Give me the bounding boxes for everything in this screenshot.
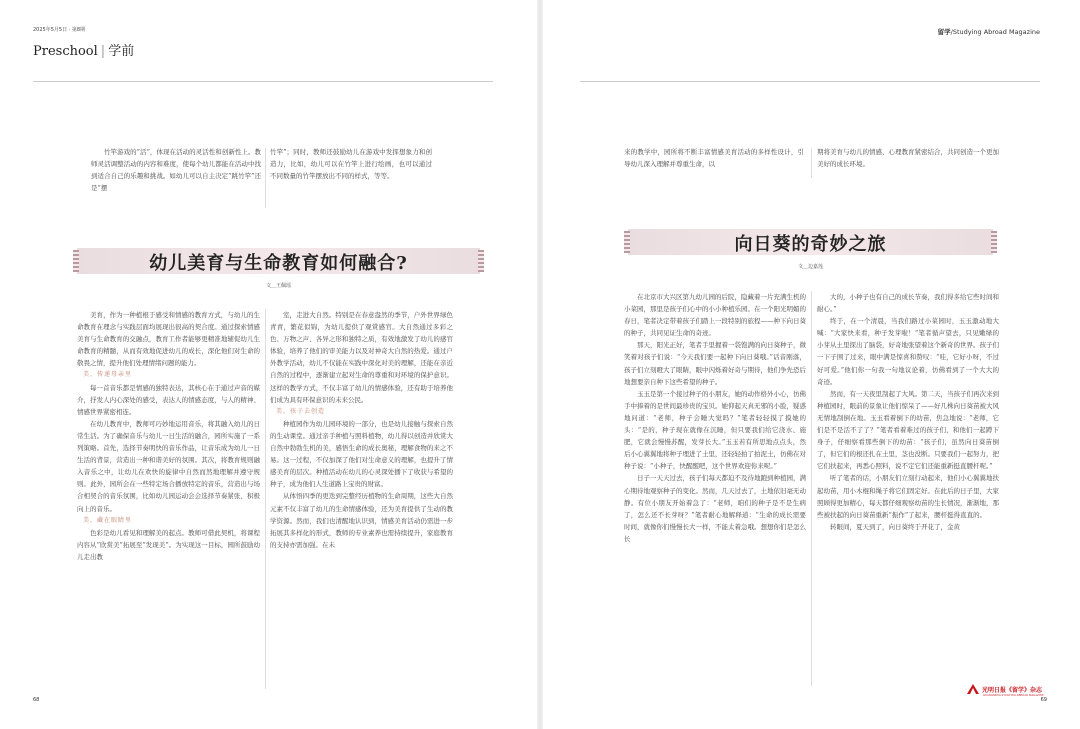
body-paragraph: 那天，阳光正好，笔者手里握着一袋饱满的向日葵种子，微笑着对孩子们说：“今天我们要一起种下向日葵哦。”话音刚落，孩子们立刻瞪大了眼睛，眼中闪烁着好奇与期待，他们争先恐后地想要亲自种下这些希望的种子。 — [624, 341, 806, 386]
body-paragraph: 然而，有一天夜里刮起了大风。第二天，当孩子们再次来到种植园时，眼前的景象让他们惊呆了——好几株向日葵苗被大风无情地刮倒在地。玉玉看着倒下的幼苗，焦急地说：“老师，它们是不是活不了了？”笔者看着难过的孩子们，和他们一起蹲下身子，仔细察看那些倒下的幼苗：“孩子们，虽然向日葵苗倒了，但它们的根还扎在土里，茎也没断。只要我们一起努力，把它们扶起来，再悉心照料，说不定它们还能重新挺直腰杆呢。” — [817, 389, 999, 471]
magazine-name: 留学/Studying Abroad Magazine — [937, 28, 1040, 36]
header-rule — [33, 81, 493, 82]
intro-column-2 — [270, 146, 432, 182]
body-column-1 — [77, 309, 260, 563]
column-divider — [265, 309, 266, 689]
body-paragraph: 从体悟四季的更迭到完整经历植物的生命周期，这些大自然元素不仅丰富了幼儿的生命情感体验，还为美育提供了生动的教学资源。然而，我们也清醒地认识到，情感美育活动仍需进一步拓展其多样化的形式，教师的专业素养也需持续提升，家庭教育的支持亦需加强。在未 — [270, 492, 453, 549]
section-subheading: 美，孩子去创造 — [276, 407, 326, 415]
body-paragraph: 转眼间，夏天到了，向日葵终于开花了，金黄 — [830, 522, 960, 531]
article-title: 幼儿美育与生命教育如何融合? — [149, 253, 408, 274]
right-page — [540, 0, 1080, 729]
logo-text: 光明日报《留学》杂志 — [981, 686, 1042, 694]
section-cn: 学前 — [108, 44, 135, 59]
body-paragraph: 色彩是幼儿看见和理解美的起点。教师可借此契机，将课程内容从“欣赏美”拓展至“发现美”。为实现这一目标，园所鼓励幼儿走出教 — [77, 528, 260, 561]
section-separator: | — [100, 44, 106, 59]
article-author: 文＿王佩瑶 — [265, 283, 291, 289]
page-number: 69 — [1040, 697, 1047, 703]
body-paragraph: 种植园作为幼儿园环境的一部分，也是幼儿接触与探索自然的生动课堂。通过亲手种植与照料植物，幼儿得以创造并欣赏大自然中勃勃生机的美，感悟生命的成长奥秘，理解食物的来之不易。这一过程，不仅加深了他们对生命意义的理解，也提升了情感美育的层次。种植活动在幼儿的心灵深处播下了收获与希望的种子，成为他们人生道路上宝贵的财富。 — [270, 419, 453, 489]
intro-paragraph: 竹竿”；同时，教师还鼓励幼儿在游戏中发挥想象力和创造力，比如，幼儿可以在竹竿上进行绘画，也可以通过不同数量的竹竿摆放出不同的样式，等等。 — [270, 148, 432, 181]
section-heading — [33, 40, 134, 59]
header-rule — [580, 81, 1040, 82]
intro-column-1 — [624, 146, 804, 170]
magazine-title: Studying Abroad Magazine — [952, 28, 1040, 36]
intro-paragraph: 竹竿游戏的“活”，体现在活动的灵活性和创新性上。教师灵活调整活动的内容和难度，使每个幼儿都能在活动中找到适合自己的乐趣和挑战。如幼儿可以自主决定“跳竹竿”还是“摆 — [91, 148, 261, 193]
body-column-1 — [624, 291, 806, 545]
article-author: 文＿边嘉莲 — [797, 264, 823, 270]
section-subheading: 美，藏在眼睛里 — [83, 516, 133, 524]
intro-column-1 — [91, 146, 261, 194]
body-paragraph: 玉玉是第一个接过种子的小朋友，她的动作格外小心，仿佛手中捧着的是世间最珍贵的宝贝。她仰起天真无邪的小脸，疑惑地问道：“老师，种子会睡大觉吗？”笔者轻轻摸了摸她的头：“是的，种子现在就像在沉睡，但只要我们给它浇水、施肥，它就会慢慢苏醒，发芽长大。”玉玉若有所思地点点头，然后小心翼翼地将种子埋进了土里，还轻轻拍了拍泥土，仿佛在对种子说：“小种子，快醒醒吧，这个世界欢迎你来呢。” — [624, 389, 806, 471]
body-paragraph: 每一首音乐都是情感的独特表达，其核心在于通过声音的媒介，抒发人内心深处的感受，表达人的情感态度，与人的精神、情感世界紧密相连。 — [77, 383, 260, 416]
magazine-prefix: 留学 — [937, 28, 951, 36]
section-en: Preschool — [33, 44, 98, 59]
body-paragraph: 美育，作为一种植根于感受和情感的教育方式，与幼儿的生命教育在理念与实践层面均展现出很高的契合度。通过探索情感美育与生命教育的交融点，教育工作者能够更精准地辅促幼儿生命教育的精髓，从而有效地促进幼儿的成长，深化他们对生命的敬畏之情，提升他们处理情绪问题的能力。 — [77, 311, 260, 368]
body-paragraph: 听了笔者的话，小朋友们立刻行动起来，他们小心翼翼地扶起幼苗，用小木棍和绳子将它们固定好。在此后的日子里，大家照顾得更加精心，每天都仔细观察幼苗的生长情况，渐渐地，那些被扶起的向日葵苗重新“振作”了起来，腰杆挺得直直的。 — [817, 474, 999, 519]
page-number: 68 — [33, 697, 40, 703]
intro-paragraph: 来的教学中，园所将不断丰富情感美育活动的多样性设计，引导幼儿深入理解并尊重生命，以 — [624, 148, 804, 169]
intro-column-2 — [817, 146, 999, 170]
body-paragraph: 终于，在一个清晨，当我们路过小菜园时，玉玉激动地大喊：“大家快来看，种子发芽啦！”笔者循声望去，只见嫩绿的小芽从土里探出了脑袋，好奇地张望着这个新奇的世界。孩子们一下子围了过来，眼中满是惊喜和赞叹：“哇，它好小呀，不过好可爱。”他们你一句我一句地议论着，仿佛看到了一个大大的奇迹。 — [817, 317, 999, 386]
section-subheading: 美，传递母亲里 — [83, 371, 133, 379]
logo-subtext: GUANGMING STUDYING ABROAD MAGAZINE — [982, 694, 1044, 697]
body-paragraph: 室，走进大自然。特别是在春意盎然的季节，户外世界绿色青青，繁花似锦，为幼儿提供了观赏感官。大自然通过多彩之色、万物之声、各异之形和独特之质，有效地激发了幼儿的感官体验，培养了他们的审美能力以及对神奇大自然的热爱。通过户外教学活动，幼儿不仅能在实践中深化对美的理解，还能在亲近自然的过程中，逐渐建立起对生命的尊重和对环境的保护意识。这样的教学方式，不仅丰富了幼儿的情感体验，还有助于培养他们成为具有环保意识的未来公民。 — [270, 311, 453, 404]
body-paragraph: 日子一天天过去，孩子们每天都迫不及待地跑到种植园，满心期待地观察种子的变化。然而，几天过去了，土地依旧毫无动静。有位小朋友开始着急了：“老师，咱们的种子是不是生病了，怎么还不长芽呀？”笔者耐心地解释道：“生命的成长需要时间，就像你们慢慢长大一样，不能太着急哦。想想你们是怎么长 — [624, 474, 806, 543]
body-column-2 — [270, 309, 453, 551]
issue-line: 2025年5月5日 · 第8期 — [33, 27, 86, 33]
body-column-2 — [817, 291, 999, 533]
column-divider — [265, 148, 266, 208]
body-paragraph: 在北京市大兴区第九幼儿园的后院，隐藏着一片充满生机的小菜园，那里是孩子们心中的小小种植乐园。在一个阳光明媚的春日，笔者决定带着孩子们踏上一段特别的旅程——种下向日葵的种子，共同见证生命的奇迹。 — [624, 293, 806, 338]
column-divider — [811, 291, 812, 686]
article-title: 向日葵的奇妙之旅 — [734, 234, 887, 255]
column-divider — [811, 148, 812, 178]
magazine-logo — [967, 684, 1044, 697]
body-paragraph: 大的，小种子也有自己的成长节奏，我们得多给它些时间和耐心。” — [817, 293, 999, 314]
intro-paragraph: 期将美育与幼儿的情感、心理教育紧密结合，共同创造一个更加美好的成长环境。 — [817, 148, 999, 169]
brand-mark-icon — [967, 684, 979, 694]
body-paragraph: 在幼儿教育中，教师可巧妙地运用音乐，将其融入幼儿的日常生活。为了确保音乐与幼儿一日生活的融合，园所实施了一系列策略。首先，选择节奏明快的音乐作品，让音乐成为幼儿一日生活的背景，营造出一种和谐美好的氛围。其次，将教育规则融入音乐之中，让幼儿在欢快的旋律中自然而然地理解并遵守规则。此外，园所会在一些特定场合播放特定的音乐，营造出与场合相契合的音乐氛围，比如幼儿园运动会会选择节奏紧张、积极向上的音乐。 — [77, 419, 260, 513]
